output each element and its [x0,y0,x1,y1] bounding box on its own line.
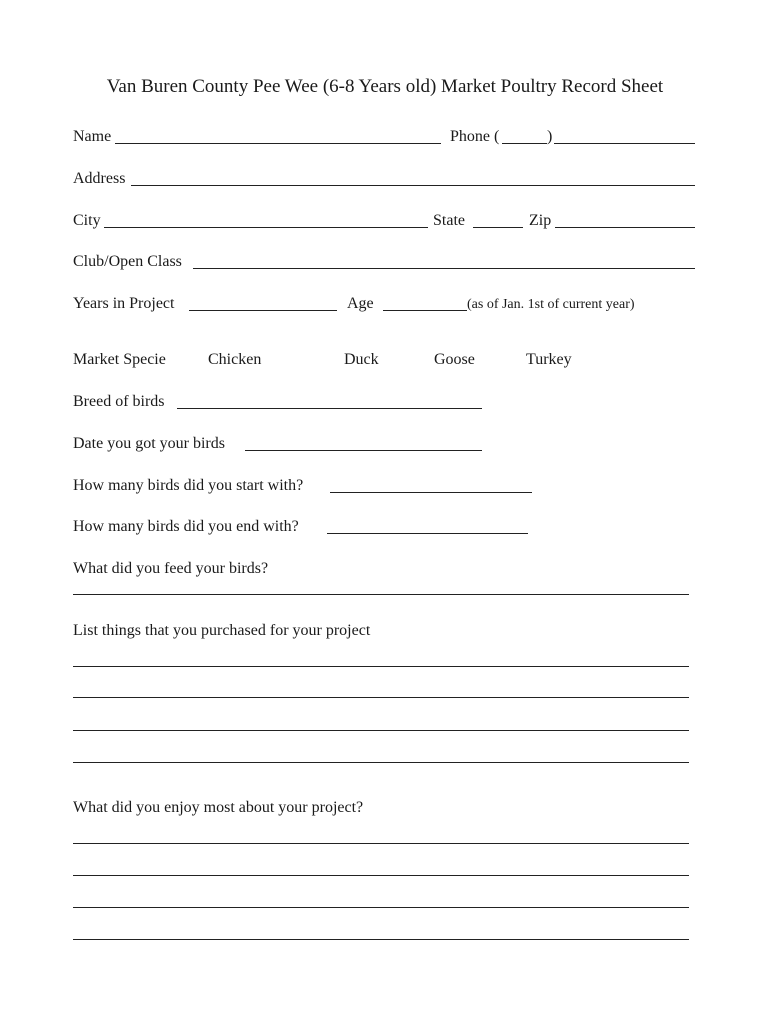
age-note: (as of Jan. 1st of current year) [467,297,635,312]
date-field[interactable] [245,450,482,451]
club-row [73,251,695,273]
feed-question [73,558,695,580]
enjoy-label: What did you enjoy most about your project? [73,799,364,816]
purchased-label: List things that you purchased for your project [73,622,371,639]
years-field[interactable] [189,310,337,311]
breed-field[interactable] [177,408,482,409]
address-field[interactable] [131,185,695,186]
start-count-row [73,475,695,497]
zip-label: Zip [529,212,552,229]
start-count-label: How many birds did you start with? [73,477,304,494]
years-label: Years in Project [73,295,175,312]
purchased-answer-line[interactable] [73,730,689,731]
purchased-answer-line[interactable] [73,666,689,667]
age-label: Age [347,295,374,312]
state-field[interactable] [473,227,523,228]
end-count-label: How many birds did you end with? [73,518,299,535]
breed-row [73,391,695,413]
phone-number-field[interactable] [554,143,695,144]
address-row [73,168,695,190]
address-label: Address [73,170,126,187]
phone-area-code-field[interactable] [502,143,547,144]
enjoy-answer-line[interactable] [73,939,689,940]
date-label: Date you got your birds [73,435,225,452]
specie-label: Market Specie [73,351,166,368]
city-label: City [73,212,101,229]
age-field[interactable] [383,310,467,311]
specie-option-chicken[interactable]: Chicken [208,351,262,368]
zip-field[interactable] [555,227,695,228]
purchased-answer-line[interactable] [73,762,689,763]
page-title: Van Buren County Pee Wee (6-8 Years old) Market Poultry Record Sheet [106,76,664,97]
end-count-row [73,516,695,538]
enjoy-answer-line[interactable] [73,843,689,844]
state-label: State [433,212,465,229]
name-phone-row [73,126,695,148]
feed-label: What did you feed your birds? [73,560,269,577]
breed-label: Breed of birds [73,393,165,410]
specie-option-goose[interactable]: Goose [434,351,475,368]
years-age-row [73,293,695,315]
city-field[interactable] [104,227,428,228]
specie-option-duck[interactable]: Duck [344,351,379,368]
purchased-answer-line[interactable] [73,697,689,698]
city-state-zip-row [73,210,695,232]
feed-answer-line[interactable] [73,594,689,595]
enjoy-answer-line[interactable] [73,907,689,908]
phone-paren-close: ) [547,128,553,145]
specie-row [73,349,695,371]
enjoy-question [73,797,695,819]
start-count-field[interactable] [330,492,532,493]
specie-option-turkey[interactable]: Turkey [526,351,572,368]
phone-label: Phone ( [450,128,500,145]
name-label: Name [73,128,112,145]
purchased-question [73,620,695,642]
name-field[interactable] [115,143,441,144]
end-count-field[interactable] [327,533,528,534]
date-row [73,433,695,455]
club-label: Club/Open Class [73,253,182,270]
enjoy-answer-line[interactable] [73,875,689,876]
club-field[interactable] [193,268,695,269]
